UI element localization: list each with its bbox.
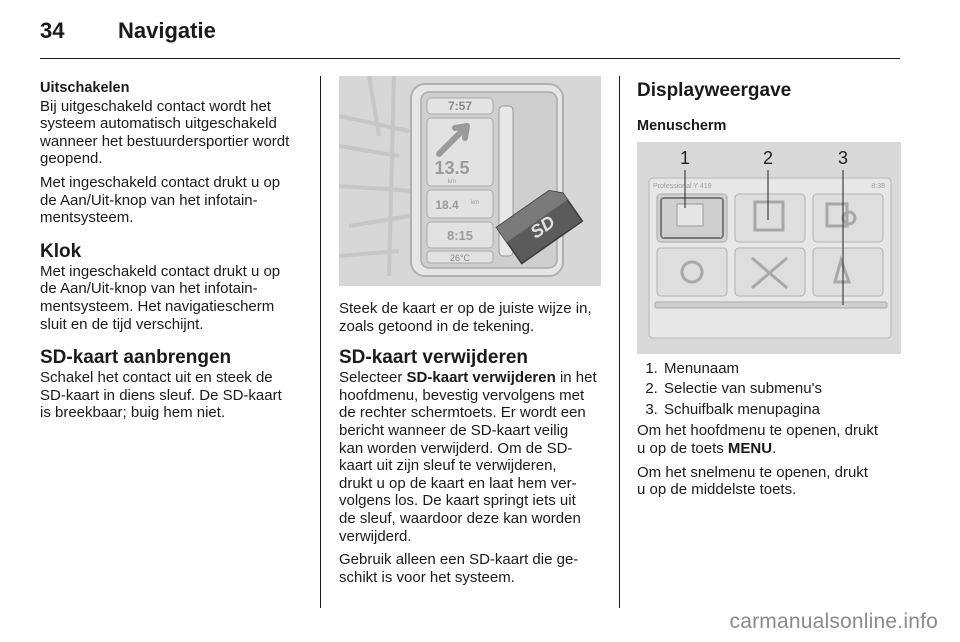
- sd-card-insert-illustration: [339, 76, 601, 286]
- display-heading: Displayweergave: [637, 80, 792, 101]
- distance2-unit-label: km: [471, 200, 479, 206]
- header-rule: [40, 58, 900, 59]
- menu-screen-illustration: [637, 142, 901, 354]
- figure-caption: Steek de kaart er op de juiste wijze in, zoals getoond in de tekening.: [339, 300, 592, 335]
- uitschakelen-paragraph-1: Bij uitgeschakeld contact wordt het systeem automatisch uitgeschakeld wanneer het bestuurdersportier wordt geopend.: [40, 97, 290, 168]
- sd-remove-text-post: in het hoofdmenu, bevestig vervolgens met de rechter schermtoets. Er wordt een bericht wanneer de SD-kaart veilig kan worden verwijderd. Om de SD- kaart uit zijn sleuf te verwijderen, drukt u op de kaart en laat hem ver- volgens los. De kaart springt iets uit de sleuf, waardoor deze kan worden verwijderd.: [339, 369, 597, 545]
- time-top-label: 7:57: [447, 99, 473, 113]
- distance-label: 13.5: [434, 158, 470, 178]
- uitschakelen-paragraph-2: Met ingeschakeld contact drukt u op de Aan/Uit-knop van het infotain- mentsysteem.: [40, 173, 281, 227]
- sd-remove-heading: SD-kaart verwijderen: [339, 347, 529, 369]
- sd-remove-menu-name: SD-kaart verwijderen: [406, 369, 556, 387]
- screen-title: Professional Y 419: [653, 182, 712, 190]
- page-title: Navigatie: [118, 18, 216, 43]
- menu-open-paragraph: [637, 422, 907, 457]
- callout-2: 2: [762, 147, 774, 168]
- legend-item: 2. Selectie van submenu's: [662, 380, 907, 398]
- column-divider: [320, 76, 321, 608]
- sd-card-label: SD: [526, 211, 559, 243]
- time2-label: 8:15: [446, 228, 474, 243]
- page-number: 34: [40, 18, 65, 43]
- uitschakelen-heading: Uitschakelen: [40, 80, 130, 96]
- column-3: [637, 80, 907, 505]
- watermark: carmanualsonline.info: [729, 610, 938, 633]
- page-header: [40, 18, 216, 44]
- legend-item: 1. Menunaam: [662, 360, 907, 378]
- column-2: [339, 76, 607, 592]
- map-icon: [677, 204, 703, 226]
- screen-time: 8:38: [871, 182, 885, 190]
- column-divider: [619, 76, 620, 608]
- klok-paragraph: Met ingeschakeld contact drukt u op de Aan/Uit-knop van het infotain- mentsysteem. Het navigatiescherm sluit en de tijd verschijnt.: [40, 262, 281, 333]
- temperature-label: 26°C: [449, 253, 471, 263]
- callout-1: 1: [679, 147, 691, 168]
- sd-insert-paragraph: Schakel het contact uit en steek de SD-kaart in diens sleuf. De SD-kaart is breekbaar; buig hem niet.: [40, 369, 282, 422]
- menu-screen-heading: Menuscherm: [637, 118, 727, 134]
- menu-open-text: Om het hoofdmenu te openen, drukt u op de toets: [637, 422, 878, 457]
- callout-3: 3: [837, 147, 849, 168]
- sd-remove-text-pre: Selecteer: [339, 369, 407, 387]
- menu-open-text-end: .: [772, 439, 777, 457]
- sd-insert-heading: SD-kaart aanbrengen: [40, 347, 232, 369]
- figure-legend: [637, 360, 907, 419]
- distance2-label: 18.4: [435, 198, 459, 212]
- quick-menu-paragraph: Om het snelmenu te openen, drukt u op de middelste toets.: [637, 463, 868, 499]
- column-1: [40, 80, 312, 428]
- sd-compat-paragraph: Gebruik alleen een SD-kaart die ge- schikt is voor het systeem.: [339, 551, 579, 586]
- sd-remove-paragraph: [339, 369, 607, 545]
- menu-scrollbar: [655, 302, 887, 308]
- klok-heading: Klok: [40, 240, 82, 262]
- distance-unit-label: km: [448, 179, 456, 185]
- menu-key-name: MENU: [727, 439, 773, 457]
- legend-item: 3. Schuifbalk menupagina: [662, 401, 907, 419]
